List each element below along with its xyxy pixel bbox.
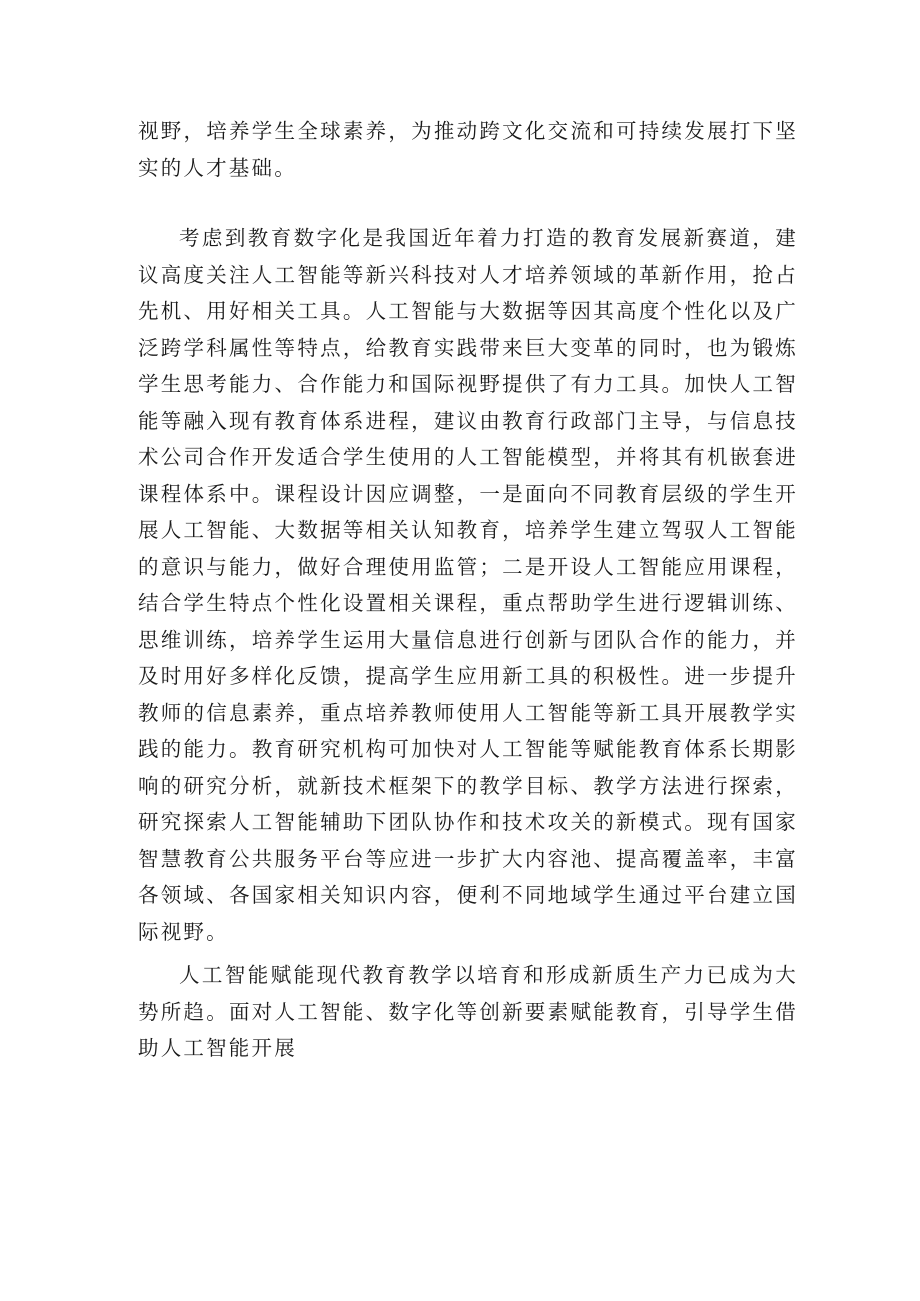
paragraph-ai-trend: 人工智能赋能现代教育教学以培育和形成新质生产力已成为大势所趋。面对人工智能、数字化等创新要素赋能教育，引导学生借助人工智能开展 bbox=[138, 963, 798, 1060]
paragraph-continuation: 视野，培养学生全球素养，为推动跨文化交流和可持续发展打下坚实的人才基础。 bbox=[138, 119, 798, 180]
document-body bbox=[138, 113, 798, 1067]
paragraph-ai-education-proposal: 考虑到教育数字化是我国近年着力打造的教育发展新赛道，建议高度关注人工智能等新兴科技对人才培养领域的革新作用，抢占先机、用好相关工具。人工智能与大数据等因其高度个性化以及广泛跨学科属性等特点，给教育实践带来巨大变革的同时，也为锻炼学生思考能力、合作能力和国际视野提供了有力工具。加快人工智能等融入现有教育体系进程，建议由教育行政部门主导，与信息技术公司合作开发适合学生使用的人工智能模型，并将其有机嵌套进课程体系中。课程设计因应调整，一是面向不同教育层级的学生开展人工智能、大数据等相关认知教育，培养学生建立驾驭人工智能的意识与能力，做好合理使用监管；二是开设人工智能应用课程，结合学生特点个性化设置相关课程，重点帮助学生进行逻辑训练、思维训练，培养学生运用大量信息进行创新与团队合作的能力，并及时用好多样化反馈，提高学生应用新工具的积极性。进一步提升教师的信息素养，重点培养教师使用人工智能等新工具开展教学实践的能力。教育研究机构可加快对人工智能等赋能教育体系长期影响的研究分析，就新技术框架下的教学目标、教学方法进行探索，研究探索人工智能辅助下团队协作和技术攻关的新模式。现有国家智慧教育公共服务平台等应进一步扩大内容池、提高覆盖率，丰富各领域、各国家相关知识内容，便利不同地域学生通过平台建立国际视野。 bbox=[138, 226, 798, 944]
